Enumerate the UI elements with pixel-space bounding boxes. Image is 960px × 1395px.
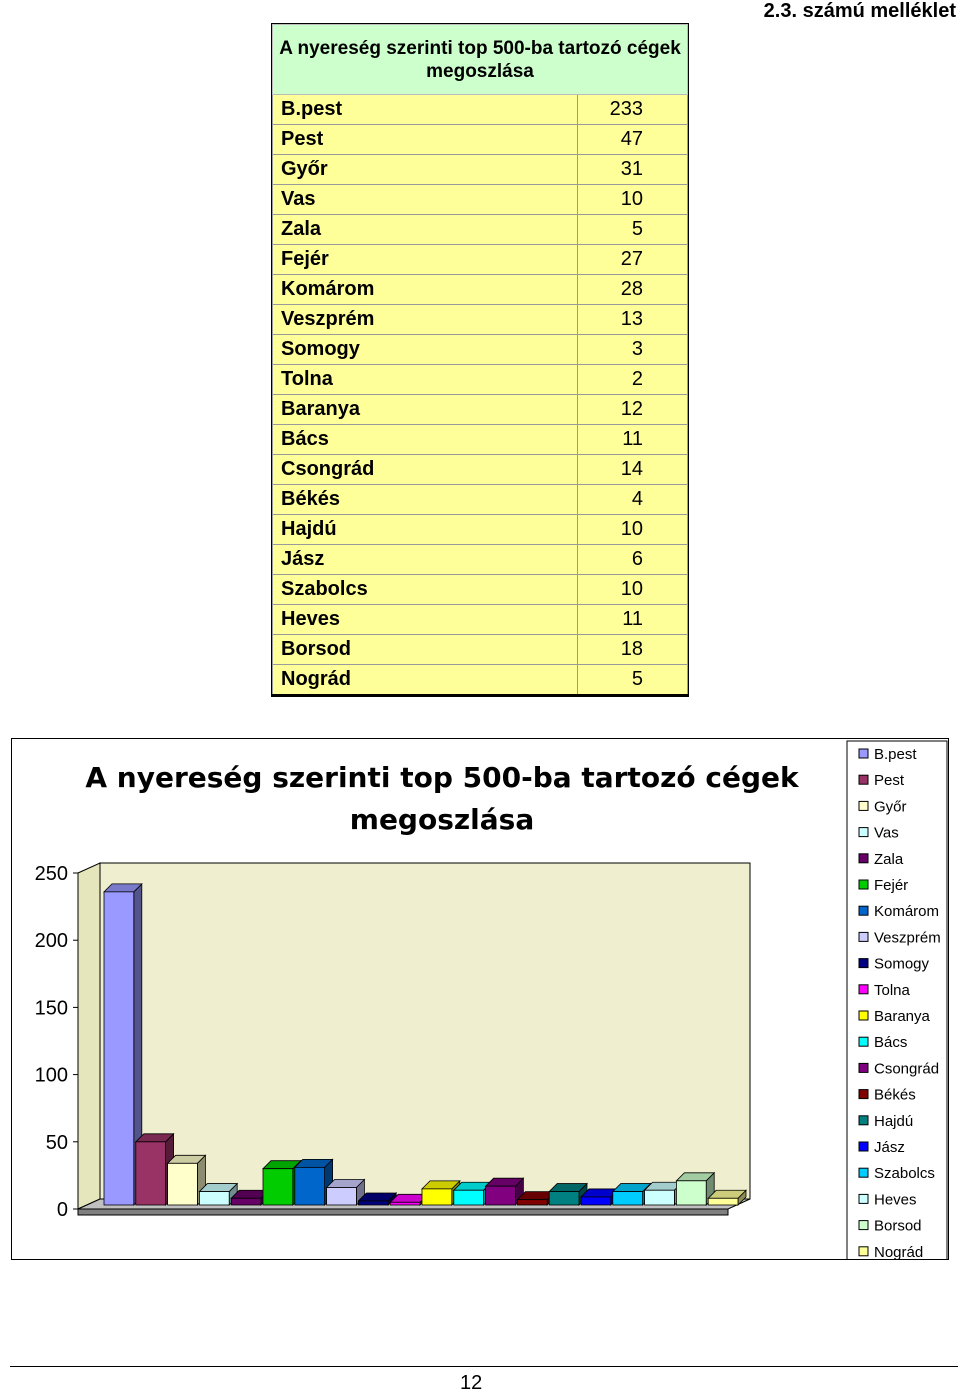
legend-label: Békés [874, 1086, 916, 1104]
legend-label: Győr [874, 798, 907, 816]
y-tick-label: 250 [34, 863, 68, 885]
legend-label: Bács [874, 1034, 908, 1052]
legend-swatch [859, 854, 868, 863]
legend-swatch [859, 1142, 868, 1151]
region-name: Békés [273, 485, 578, 515]
legend-swatch [859, 1063, 868, 1072]
bar-front [104, 892, 134, 1205]
region-value: 31 [578, 155, 688, 185]
region-value: 4 [578, 485, 688, 515]
bar-front [676, 1181, 706, 1205]
page-number: 12 [460, 1372, 483, 1394]
region-value: 10 [578, 515, 688, 545]
table-row [273, 275, 688, 305]
bar-front [168, 1163, 198, 1205]
bar-front [645, 1190, 675, 1205]
legend-swatch [859, 906, 868, 915]
y-tick-label: 50 [45, 1131, 68, 1154]
region-value: 13 [578, 305, 688, 335]
table-row [273, 635, 688, 665]
region-value: 12 [578, 395, 688, 425]
region-name: Csongrád [273, 455, 578, 485]
bar-front [454, 1190, 484, 1205]
legend-swatch [859, 1168, 868, 1177]
chart-title-line-1: A nyereség szerinti top 500-ba tartozó cégek [85, 761, 799, 794]
legend-label: Komárom [874, 903, 940, 921]
legend-swatch [859, 775, 868, 784]
legend-swatch [859, 932, 868, 941]
legend-swatch [859, 1011, 868, 1020]
region-name: Baranya [273, 395, 578, 425]
region-value: 18 [578, 635, 688, 665]
chart-area [11, 738, 949, 1260]
region-name: Fejér [273, 245, 578, 275]
annex-label: 2.3. számú melléklet [763, 0, 956, 22]
table-row [273, 125, 688, 155]
legend-label: Zala [874, 850, 904, 868]
legend-swatch [859, 1090, 868, 1099]
legend-label: B.pest [874, 746, 917, 763]
region-value: 10 [578, 575, 688, 605]
bar-front [295, 1167, 325, 1205]
legend-swatch [859, 801, 868, 810]
legend-label: Jász [874, 1139, 905, 1156]
table-row [273, 335, 688, 365]
region-value: 11 [578, 605, 688, 635]
region-name: Borsod [273, 635, 578, 665]
y-tick-label: 150 [34, 997, 68, 1020]
table-row [273, 665, 688, 695]
region-value: 5 [578, 215, 688, 245]
region-value: 28 [578, 275, 688, 305]
chart-floor-edge [78, 1209, 728, 1215]
bar-front [136, 1142, 166, 1205]
bar-chart [12, 739, 948, 1259]
region-value: 11 [578, 425, 688, 455]
y-tick-label: 0 [56, 1199, 68, 1221]
legend-label: Csongrád [874, 1060, 940, 1078]
region-name: Veszprém [273, 305, 578, 335]
region-value: 233 [578, 95, 688, 125]
table-row [273, 245, 688, 275]
bar-front [517, 1200, 547, 1205]
region-name: Bács [273, 425, 578, 455]
region-value: 2 [578, 365, 688, 395]
region-value: 27 [578, 245, 688, 275]
bar-front [708, 1198, 738, 1205]
region-name: Szabolcs [273, 575, 578, 605]
table-row [273, 365, 688, 395]
legend-label: Baranya [874, 1008, 930, 1025]
table-row [273, 425, 688, 455]
bar-front [486, 1186, 516, 1205]
table-row [273, 185, 688, 215]
table-row [273, 155, 688, 185]
region-name: Vas [273, 185, 578, 215]
table-row [273, 305, 688, 335]
y-tick-label: 100 [34, 1064, 68, 1087]
bar-front [422, 1189, 452, 1205]
region-name: Zala [273, 215, 578, 245]
table-row [273, 95, 688, 125]
legend-swatch [859, 828, 868, 837]
legend-label: Nográd [874, 1243, 924, 1259]
region-value: 3 [578, 335, 688, 365]
legend-label: Vas [874, 824, 899, 842]
region-name: Nográd [273, 665, 578, 695]
region-name: B.pest [273, 95, 578, 125]
table-row [273, 605, 688, 635]
legend-swatch [859, 985, 868, 994]
legend-label: Fejér [874, 877, 909, 894]
legend-label: Hajdú [874, 1112, 914, 1130]
table-row [273, 575, 688, 605]
legend-swatch [859, 1194, 868, 1203]
chart-back-wall [100, 863, 750, 1199]
legend-swatch [859, 749, 868, 758]
footer-divider [10, 1366, 958, 1367]
region-name: Jász [273, 545, 578, 575]
chart-side-wall [78, 863, 100, 1209]
table-row [273, 485, 688, 515]
region-value: 14 [578, 455, 688, 485]
table-row [273, 215, 688, 245]
bar-front [390, 1202, 420, 1205]
bar-front [358, 1201, 388, 1205]
chart-title-line-2: megoszlása [349, 803, 535, 836]
bar-front [613, 1192, 643, 1205]
region-value: 5 [578, 665, 688, 695]
legend-swatch [859, 1037, 868, 1046]
region-value: 6 [578, 545, 688, 575]
bar-front [549, 1192, 579, 1205]
bar-front [231, 1198, 261, 1205]
table-title: A nyereség szerinti top 500-ba tartozó cégek megoszlása [273, 25, 688, 95]
table-row [273, 455, 688, 485]
table-row [273, 515, 688, 545]
region-name: Heves [273, 605, 578, 635]
bar-front [581, 1197, 611, 1205]
bar-front [327, 1188, 357, 1205]
legend-label: Borsod [874, 1217, 922, 1235]
legend-label: Heves [874, 1191, 917, 1209]
data-table [272, 24, 688, 696]
bar-front [199, 1192, 229, 1205]
legend-swatch [859, 1221, 868, 1230]
legend-label: Pest [874, 772, 905, 790]
table-row [273, 395, 688, 425]
region-value: 47 [578, 125, 688, 155]
legend-label: Tolna [874, 981, 910, 999]
y-tick-label: 200 [34, 930, 68, 953]
region-name: Hajdú [273, 515, 578, 545]
region-value: 10 [578, 185, 688, 215]
region-name: Pest [273, 125, 578, 155]
region-name: Győr [273, 155, 578, 185]
legend-label: Somogy [874, 955, 930, 973]
region-name: Komárom [273, 275, 578, 305]
bar-front [263, 1169, 293, 1205]
region-name: Tolna [273, 365, 578, 395]
legend-label: Veszprém [874, 929, 941, 947]
legend-swatch [859, 1116, 868, 1125]
legend-swatch [859, 880, 868, 889]
legend-label: Szabolcs [874, 1165, 935, 1183]
region-name: Somogy [273, 335, 578, 365]
bar-19 [708, 1190, 746, 1205]
legend-swatch [859, 1247, 868, 1256]
legend-swatch [859, 959, 868, 968]
table-row [273, 545, 688, 575]
